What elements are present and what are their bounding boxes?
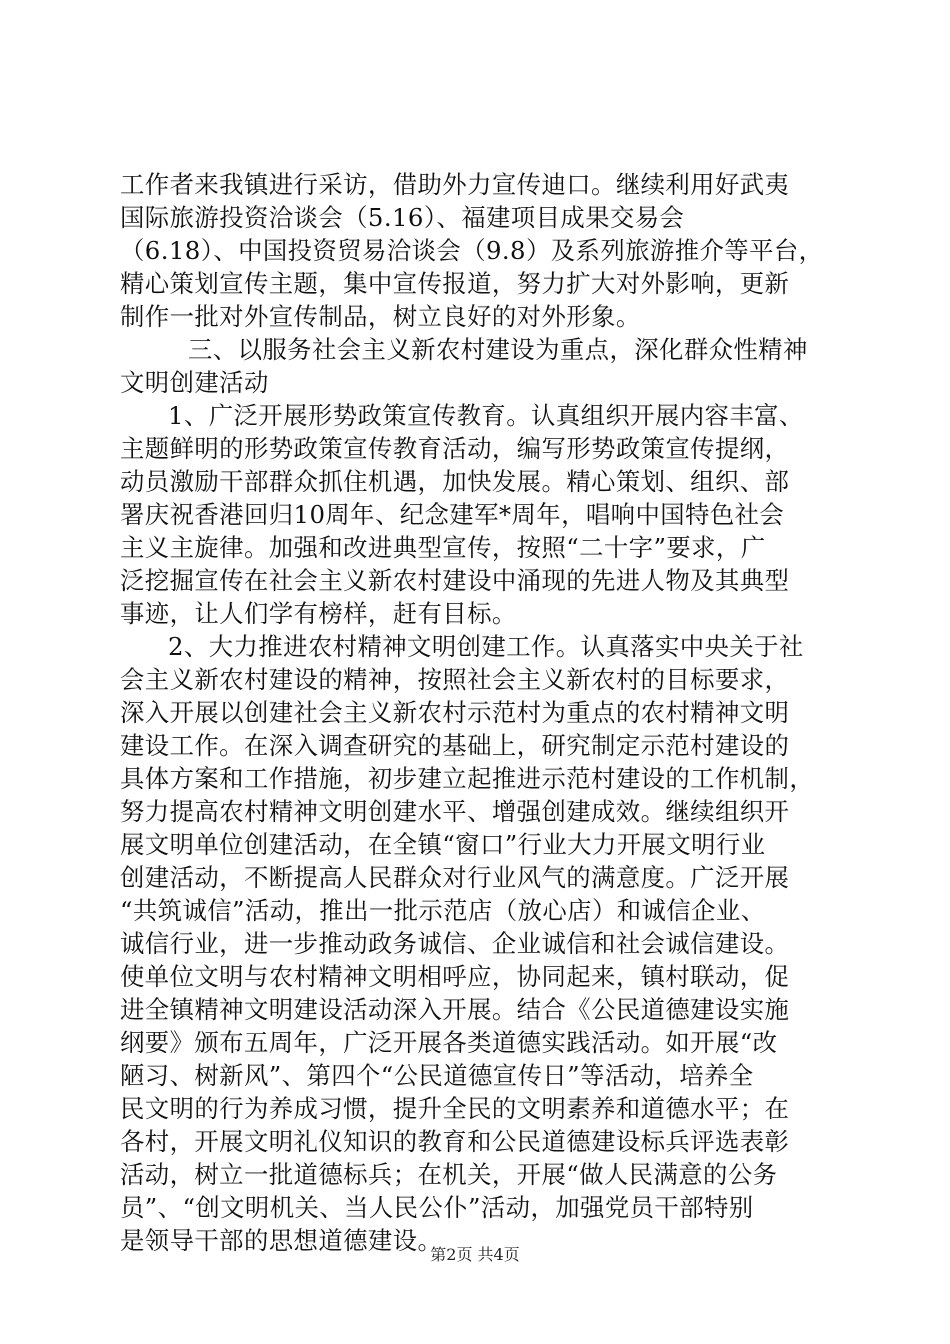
text-line: 具体方案和工作措施，初步建立起推进示范村建设的工作机制， — [120, 764, 815, 793]
text-line: 深入开展以创建社会主义新农村示范村为重点的农村精神文明 — [120, 698, 790, 727]
section-heading-continued: 文明创建活动 — [120, 368, 269, 397]
text-line: 事迹，让人们学有榜样，赶有目标。 — [120, 599, 517, 628]
text-line: 精心策划宣传主题，集中宣传报道，努力扩大对外影响，更新 — [120, 269, 790, 298]
text-line: 民文明的行为养成习惯，提升全民的文明素养和道德水平；在 — [120, 1094, 790, 1123]
page-number-footer: 第2页 共4页 — [430, 1245, 520, 1264]
text-line: 建设工作。在深入调查研究的基础上，研究制定示范村建设的 — [120, 731, 790, 760]
text-line: 会主义新农村建设的精神，按照社会主义新农村的目标要求， — [120, 665, 790, 694]
text-line: 努力提高农村精神文明创建水平、增强创建成效。继续组织开 — [120, 797, 790, 826]
text-line: 主题鲜明的形势政策宣传教育活动，编写形势政策宣传提纲， — [120, 434, 790, 463]
text-line: “共筑诚信”活动，推出一批示范店（放心店）和诚信企业、 — [120, 896, 766, 925]
text-line: 展文明单位创建活动，在全镇“窗口”行业大力开展文明行业 — [120, 830, 766, 859]
text-line: 泛挖掘宣传在社会主义新农村建设中涌现的先进人物及其典型 — [120, 566, 790, 595]
text-line: （6.18）、中国投资贸易洽谈会（9.8）及系列旅游推介等平台， — [120, 236, 824, 265]
text-line: 署庆祝香港回归10周年、纪念建军*周年，唱响中国特色社会 — [120, 500, 785, 529]
text-line: 纲要》颁布五周年，广泛开展各类道德实践活动。如开展“改 — [120, 1028, 778, 1057]
text-line: 创建活动，不断提高人民群众对行业风气的满意度。广泛开展 — [120, 863, 790, 892]
text-line: 使单位文明与农村精神文明相呼应，协同起来，镇村联动，促 — [120, 962, 790, 991]
text-line: 国际旅游投资洽谈会（5.16）、福建项目成果交易会 — [120, 203, 685, 232]
text-line: 陋习、树新风”、第四个“公民道德宣传日”等活动，培养全 — [120, 1061, 754, 1090]
paragraph-start: 1、广泛开展形势政策宣传教育。认真组织开展内容丰富、 — [168, 401, 804, 430]
text-line: 动员激励干部群众抓住机遇，加快发展。精心策划、组织、部 — [120, 467, 790, 496]
text-line: 员”、“创文明机关、当人民公仆”活动，加强党员干部特别 — [120, 1193, 754, 1222]
text-line: 主义主旋律。加强和改进典型宣传，按照“二十字”要求，广 — [120, 533, 766, 562]
text-line: 进全镇精神文明建设活动深入开展。结合《公民道德建设实施 — [120, 995, 790, 1024]
text-line: 是领导干部的思想道德建设。 — [120, 1226, 443, 1255]
text-line: 制作一批对外宣传制品，树立良好的对外形象。 — [120, 302, 641, 331]
text-line: 诚信行业，进一步推动政务诚信、企业诚信和社会诚信建设。 — [120, 929, 790, 958]
document-body — [120, 168, 832, 1257]
paragraph-start: 2、大力推进农村精神文明创建工作。认真落实中央关于社 — [168, 632, 804, 661]
text-line: 各村，开展文明礼仪知识的教育和公民道德建设标兵评选表彰 — [120, 1127, 790, 1156]
text-line: 工作者来我镇进行采访，借助外力宣传迪口。继续利用好武夷 — [120, 170, 790, 199]
text-line: 活动，树立一批道德标兵；在机关，开展“做人民满意的公务 — [120, 1160, 778, 1189]
section-heading: 三、以服务社会主义新农村建设为重点，深化群众性精神 — [188, 335, 808, 364]
